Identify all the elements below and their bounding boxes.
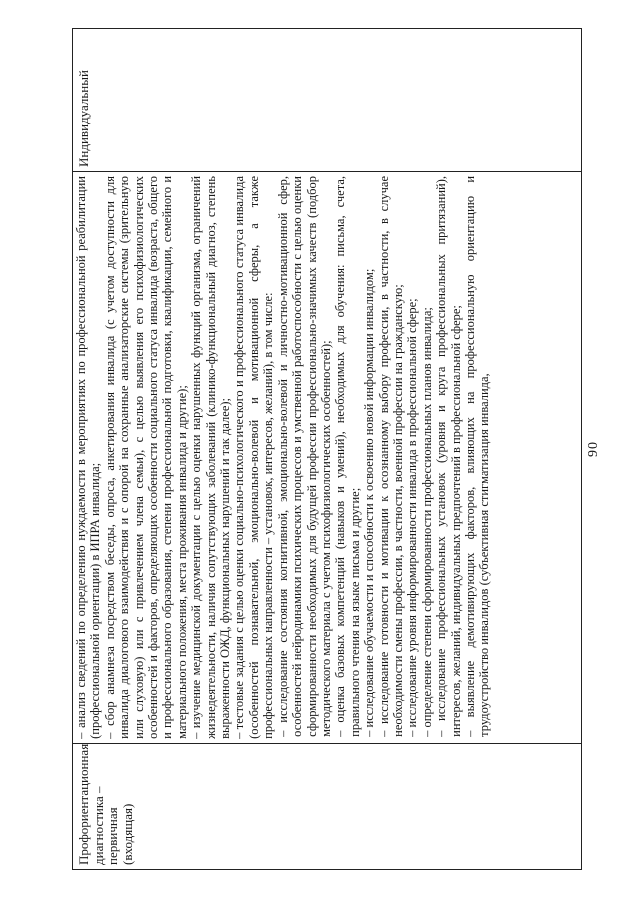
content-line: – анализ сведений по определению нуждаемости в мероприятиях по профессиональной реабилитации (профессиональной ориентации) в ИПРА инвалида; bbox=[74, 175, 103, 739]
content-line: – исследование состояния когнитивной, эмоционально-волевой и личностно-мотивационной сфер, особенностей нейродинамики психических процессов и умственной работоспособности с целью оценки сформированности необходимых для будущей профессии профессионально-значимых качеств (подбор методического материала с учетом психофизиологических особенностей); bbox=[275, 175, 333, 737]
content-line: – определение степени сформированности профессиональных планов инвалида; bbox=[419, 307, 434, 737]
stage-cell: Профориентационная диагностика – первичная (входящая) bbox=[73, 743, 582, 869]
content-line: – выявление демотивирующих факторов, влияющих на профессиональную ориентацию и трудоустройство инвалидов (субъективная стигматизация инвалида, bbox=[462, 175, 492, 737]
content-line: – исследование готовности и мотивации к осознанному выбору профессии, в частности, в случае необходимости смены профессии, в частности, военной профессии на гражданскую; bbox=[376, 175, 405, 737]
content-line: – исследование профессиональных установок (уровня и круга профессиональных притязаний), интересов, желаний, индивидуальных предпочтений в профессиональной сфере; bbox=[434, 175, 463, 737]
page-number: 90 bbox=[586, 441, 601, 457]
form-cell: Индивидуальный bbox=[73, 29, 582, 172]
content-line: – тестовые задания с целью оценки социально-психологического и профессионального статуса инвалида (особенностей познавательной, эмоционально-волевой и мотивационной сферы, а также профессиональных направленности – установок, интересов, желаний), в том числе: bbox=[232, 175, 276, 739]
rehab-table bbox=[72, 28, 582, 870]
content-line: – оценка базовых компетенций (навыков и умений), необходимых для обучения: письма, счета, правильного чтения на языке письма и другие; bbox=[333, 175, 362, 737]
content-line: – исследование уровня информированности инвалида в профессиональной сфере; bbox=[405, 298, 420, 737]
content-line: – сбор анамнеза посредством беседы, опроса, анкетирования инвалида (с учетом доступности для инвалида диалогового взаимодействия и с опорой на сохранные анализаторские системы (зрительную или слуховую) или с привлечением члена семьи), с целью выявления его психофизиологических особенностей и факторов, определяющих особенности социального статуса инвалида (возраста, общего и профессионального образования, степени профессиональной подготовки, квалификации, семейного и материального положения, места проживания инвалида и другие); bbox=[102, 175, 189, 739]
content-line: – исследование обучаемости и способности к освоению новой информации инвалидом; bbox=[362, 268, 377, 737]
content-cell bbox=[73, 171, 582, 743]
table-row bbox=[73, 29, 582, 870]
content-line: – изучение медицинской документации с целью оценки нарушенных функций организма, ограничений жизнедеятельности, наличия сопутствующих заболеваний (клинико-функциональный диагноз, степень выраженности ОЖД, функциональных нарушений и так далее); bbox=[189, 175, 233, 739]
